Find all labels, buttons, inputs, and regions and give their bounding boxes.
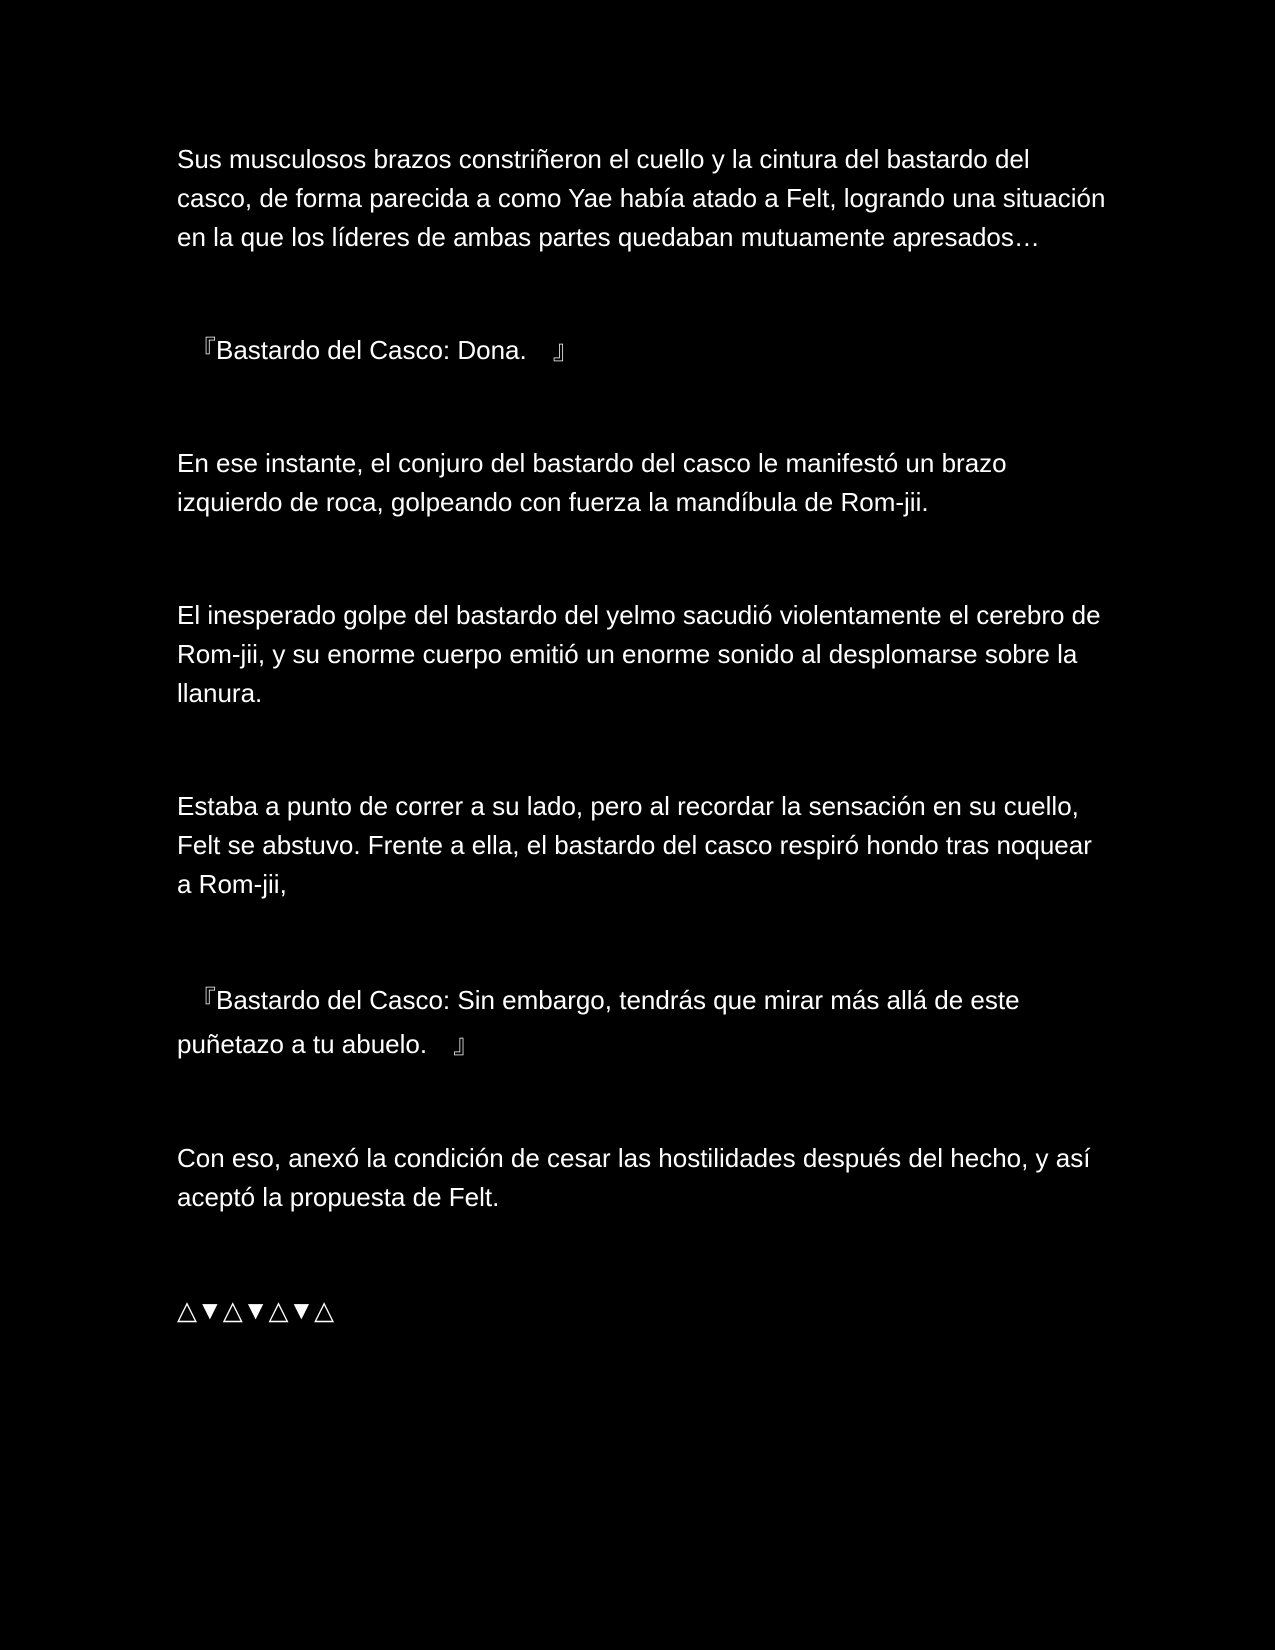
paragraph-2: En ese instante, el conjuro del bastardo del casco le manifestó un brazo izquierdo de roca, golpeando con fuerza la mandíbula de Rom-jii. (177, 448, 1007, 517)
paragraph-gap (177, 370, 1107, 444)
paragraph-gap (177, 904, 1107, 978)
dialogue-1: 『Bastardo del Casco: Dona. 』 (177, 335, 579, 365)
dialogue-2: 『Bastardo del Casco: Sin embargo, tendrás que mirar más allá de este puñetazo a tu abuelo. 』 (177, 985, 1020, 1059)
paragraph-gap (177, 1066, 1107, 1139)
paragraph-3: El inesperado golpe del bastardo del yelmo sacudió violentamente el cerebro de Rom-jii, y su enorme cuerpo emitió un enorme sonido al desplomarse sobre la llanura. (177, 600, 1101, 708)
paragraph-1: Sus musculosos brazos constriñeron el cuello y la cintura del bastardo del casco, de forma parecida a como Yae había atado a Felt, logrando una situación en la que los líderes de ambas partes quedaban mutuamente apresados… (177, 144, 1106, 252)
paragraph-gap (177, 1217, 1107, 1291)
paragraph-5: Con eso, anexó la condición de cesar las hostilidades después del hecho, y así aceptó la propuesta de Felt. (177, 1143, 1091, 1212)
paragraph-gap (177, 257, 1107, 331)
paragraph-gap (177, 522, 1107, 596)
scene-separator: △▼△▼△▼△ (177, 1295, 335, 1325)
paragraph-4: Estaba a punto de correr a su lado, pero al recordar la sensación en su cuello, Felt se abstuvo. Frente a ella, el bastardo del casco respiró hondo tras noquear a Rom-jii, (177, 791, 1092, 899)
paragraph-gap (177, 713, 1107, 787)
document-page (177, 140, 1107, 1330)
